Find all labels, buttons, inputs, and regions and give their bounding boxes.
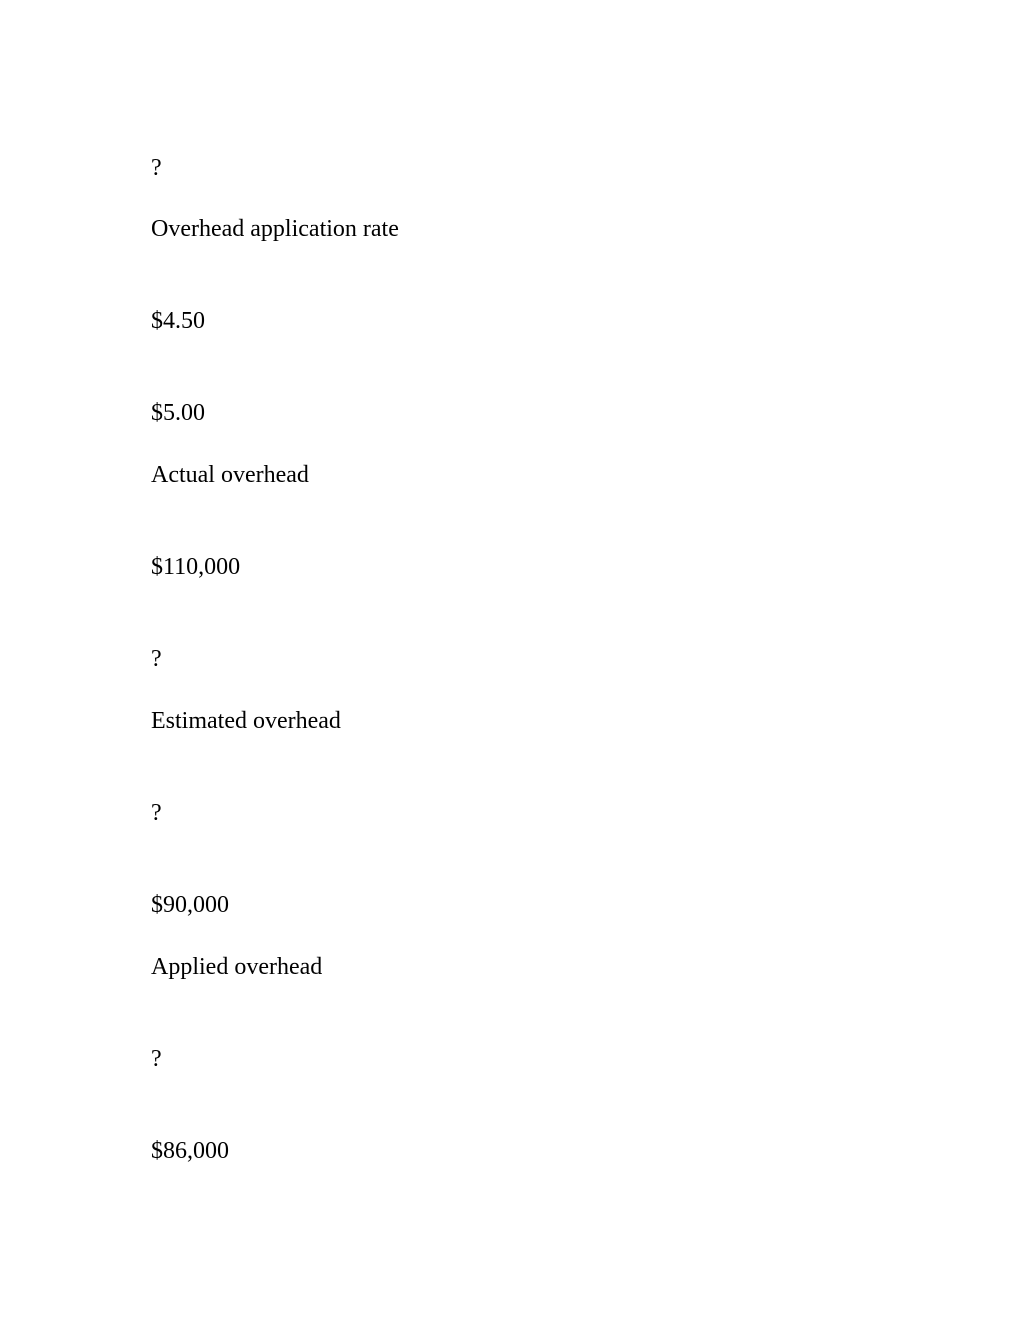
value-line: $110,000 [151, 554, 241, 580]
label-actual-overhead: Actual overhead [151, 462, 309, 488]
label-applied-overhead: Applied overhead [151, 954, 323, 980]
value-line: $90,000 [151, 892, 229, 918]
value-line: ? [151, 1046, 162, 1072]
value-line: $4.50 [151, 308, 205, 334]
value-line: ? [151, 800, 162, 826]
value-line: ? [151, 646, 162, 672]
label-estimated-overhead: Estimated overhead [151, 708, 341, 734]
value-line: $86,000 [151, 1138, 229, 1164]
label-overhead-application-rate: Overhead application rate [151, 216, 399, 242]
text-line: ? [151, 155, 162, 181]
value-line: $5.00 [151, 400, 205, 426]
